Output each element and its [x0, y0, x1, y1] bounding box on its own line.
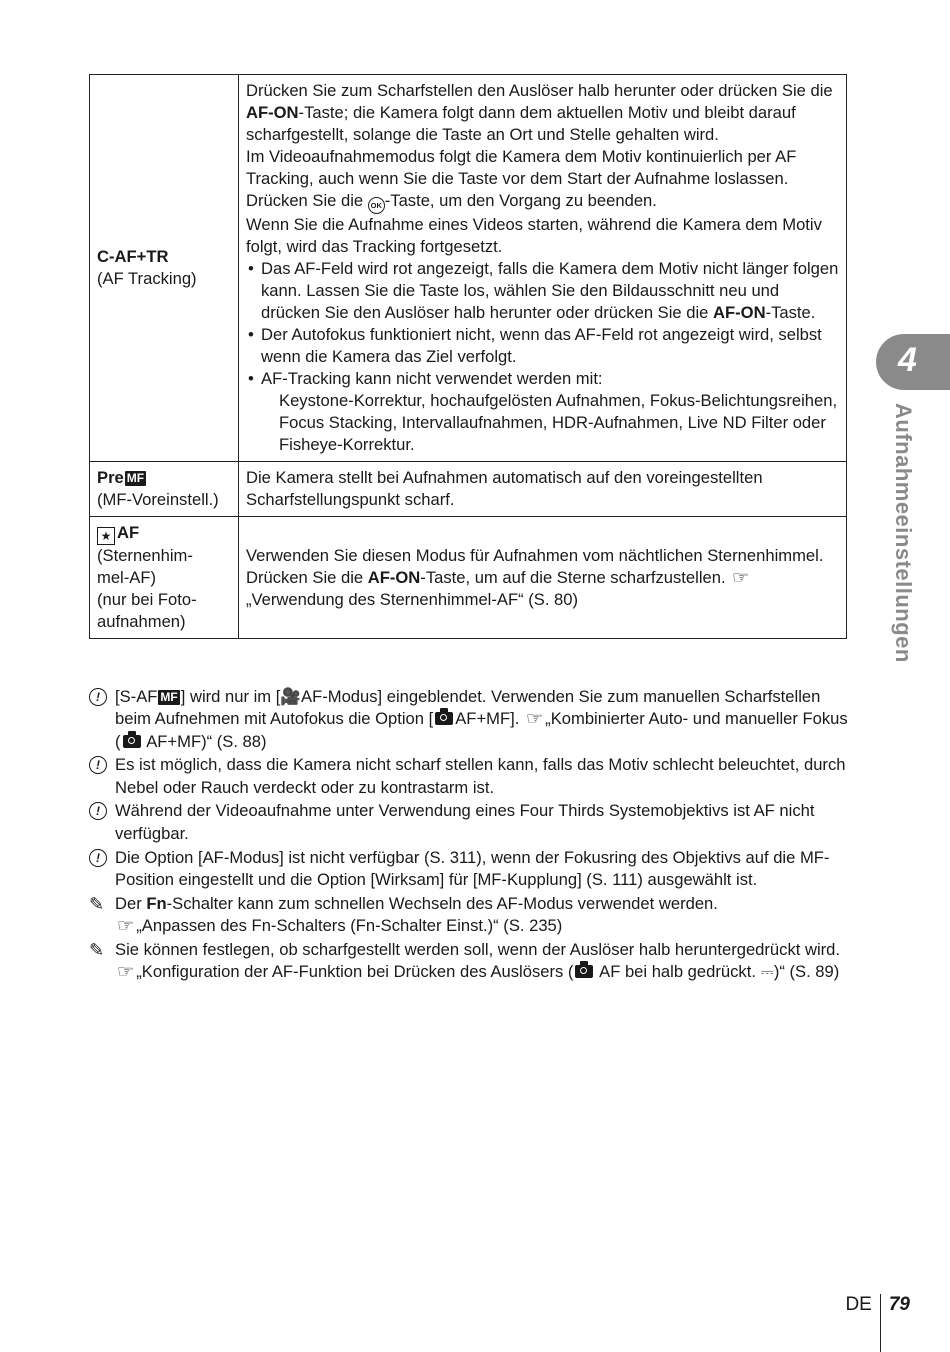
bullet-item [246, 258, 839, 324]
af-on-key-label: AF-ON [367, 567, 421, 587]
text: )“ (S. 89) [773, 962, 840, 982]
mode-name: AF [117, 523, 140, 542]
reference-icon: ☞ [116, 915, 135, 935]
bullet-item: • AF-Tracking kann nicht verwendet werden mit: [246, 368, 839, 390]
mode-subtitle: (Sternenhim- [97, 546, 193, 565]
tip-note [89, 893, 849, 938]
table-row [90, 517, 847, 639]
text: Verwenden Sie diesen Modus für Aufnahmen vom nächtlichen Sternenhimmel. Drücken Sie die [246, 545, 824, 587]
shutter-half-icon: ⎓ [760, 962, 774, 982]
caution-icon: ! [89, 756, 107, 774]
description-cell [239, 75, 847, 462]
mode-cell [90, 75, 239, 462]
paragraph: Wenn Sie die Aufnahme eines Videos starten, während die Kamera dem Motiv folgt, wird das Tracking fortgesetzt. [246, 215, 822, 256]
af-mode-table [89, 74, 847, 639]
fn-key-label: Fn [146, 893, 167, 913]
restriction-list: Keystone-Korrektur, hochaufgelösten Aufnahmen, Fokus-Belichtungsreihen, Focus Stacking, Intervallaufnahmen, HDR-Aufnahmen, Live ND Filter oder Fisheye-Korrektur. [279, 391, 838, 454]
mode-name-line [97, 467, 231, 489]
mode-subtitle: aufnahmen) [97, 612, 186, 631]
mode-name: Pre [97, 468, 124, 487]
camera-icon [435, 712, 453, 725]
chapter-tab [876, 334, 950, 390]
language-code: DE [845, 1294, 872, 1315]
text: AF-Modus] eingeblendet. Verwenden Sie zum manuellen Scharfstellen beim Aufnehmen mit Autofokus die Option [ [115, 687, 821, 729]
text: AF+MF)“ (S. 88) [142, 731, 267, 751]
mf-badge-icon: MF [126, 471, 145, 485]
chapter-side-label [888, 404, 916, 674]
af-on-key-label: AF-ON [713, 303, 766, 322]
text: Drücken Sie zum Scharfstellen den Auslöser halb herunter oder drücken Sie die [246, 81, 833, 100]
mode-cell [90, 462, 239, 517]
caution-icon: ! [89, 802, 107, 820]
text: -Taste. [765, 303, 816, 322]
text: AF bei halb gedrückt. [595, 962, 761, 982]
table-row [90, 462, 847, 517]
af-on-key-label: AF-ON [246, 103, 299, 122]
text: Es ist möglich, dass die Kamera nicht scharf stellen kann, falls das Motiv schlecht beleuchtet, durch Nebel oder Rauch verdeckt oder zu kontrastarm ist. [115, 755, 846, 797]
text: -Schalter kann zum schnellen Wechseln des AF-Modus verwendet werden. [166, 893, 718, 913]
text: „Kombinierter Auto- und manueller Fokus ( [115, 709, 848, 751]
mf-badge-icon: MF [160, 690, 178, 704]
tip-icon: ✎ [89, 939, 105, 960]
tip-note [89, 939, 849, 984]
description-cell [239, 517, 847, 639]
text: AF+MF]. [455, 709, 524, 729]
text: „Verwendung des Sternenhimmel-AF“ (S. 80) [246, 589, 579, 609]
camera-icon [575, 965, 593, 978]
caution-note [89, 847, 849, 892]
caution-icon: ! [89, 688, 107, 706]
camera-icon [123, 735, 141, 748]
reference-icon: ☞ [525, 709, 544, 729]
mode-subtitle: (AF Tracking) [97, 269, 197, 288]
movie-icon: 🎥 [280, 687, 302, 706]
table-row [90, 75, 847, 462]
text: -Taste; die Kamera folgt dann dem aktuellen Motiv und bleibt darauf scharfgestellt, solange die Taste an Ort und Stelle gehalten wird. [246, 103, 796, 144]
page-number: 79 [880, 1294, 910, 1352]
page-footer [845, 1294, 910, 1352]
text: Die Option [AF-Modus] ist nicht verfügbar (S. 311), wenn der Fokusring des Objektivs auf die MF-Position eingestellt und die Option [Wirksam] für [MF-Kupplung] (S. 111) ausgewählt ist. [115, 847, 830, 889]
text: Im Videoaufnahmemodus folgt die Kamera dem Motiv kontinuierlich per AF Tracking, auch wenn Sie die Taste vor dem Start der Aufnahme loslassen. Drücken Sie die [246, 147, 797, 210]
caution-note [89, 800, 849, 845]
notes-section [89, 686, 849, 985]
description-cell: Die Kamera stellt bei Aufnahmen automatisch auf den voreingestellten Scharfstellungspunkt scharf. [239, 462, 847, 517]
paragraph [246, 146, 839, 214]
mode-name: C-AF+TR [97, 247, 169, 266]
caution-icon: ! [89, 849, 107, 867]
text: „Konfiguration der AF-Funktion bei Drücken des Auslösers ( [136, 962, 574, 982]
mode-subtitle: (nur bei Foto- [97, 590, 197, 609]
text: Während der Videoaufnahme unter Verwendung eines Four Thirds Systemobjektivs ist AF nicht verfügbar. [115, 801, 815, 843]
bullet-item: • Der Autofokus funktioniert nicht, wenn das AF-Feld rot angezeigt wird, selbst wenn die Kamera das Ziel verfolgt. [246, 324, 839, 368]
chapter-title: Aufnahmeeinstellungen [891, 403, 916, 663]
mode-subtitle: mel-AF) [97, 568, 156, 587]
caution-note [89, 754, 849, 799]
mode-subtitle: (MF-Voreinstell.) [97, 490, 219, 509]
reference-icon: ☞ [732, 567, 750, 587]
reference-icon: ☞ [116, 962, 135, 982]
text: Sie können festlegen, ob scharfgestellt werden soll, wenn der Auslöser halb heruntergedrückt wird. [115, 939, 841, 959]
text: Das AF-Feld wird rot angezeigt, falls die Kamera dem Motiv nicht länger folgen kann. Lassen Sie die Taste los, wählen Sie den Bildausschnitt neu und drücken Sie den Auslöser halb herunter oder drücken Sie die [261, 259, 839, 322]
ok-button-icon: OK [368, 197, 385, 214]
caution-note [89, 686, 849, 753]
text: -Taste, um den Vorgang zu beenden. [384, 191, 657, 210]
mode-cell [90, 517, 239, 639]
text: ] wird nur im [ [180, 687, 281, 706]
chapter-number: 4 [898, 341, 917, 379]
text: [S-AF [115, 687, 158, 706]
text: Der [115, 893, 147, 913]
tip-icon: ✎ [89, 893, 105, 914]
text: -Taste, um auf die Sterne scharfzustellen. [420, 567, 731, 587]
star-icon: ★ [97, 527, 115, 545]
paragraph [246, 80, 839, 146]
text: „Anpassen des Fn-Schalters (Fn-Schalter Einst.)“ (S. 235) [136, 915, 563, 935]
mode-name-line [97, 522, 231, 545]
